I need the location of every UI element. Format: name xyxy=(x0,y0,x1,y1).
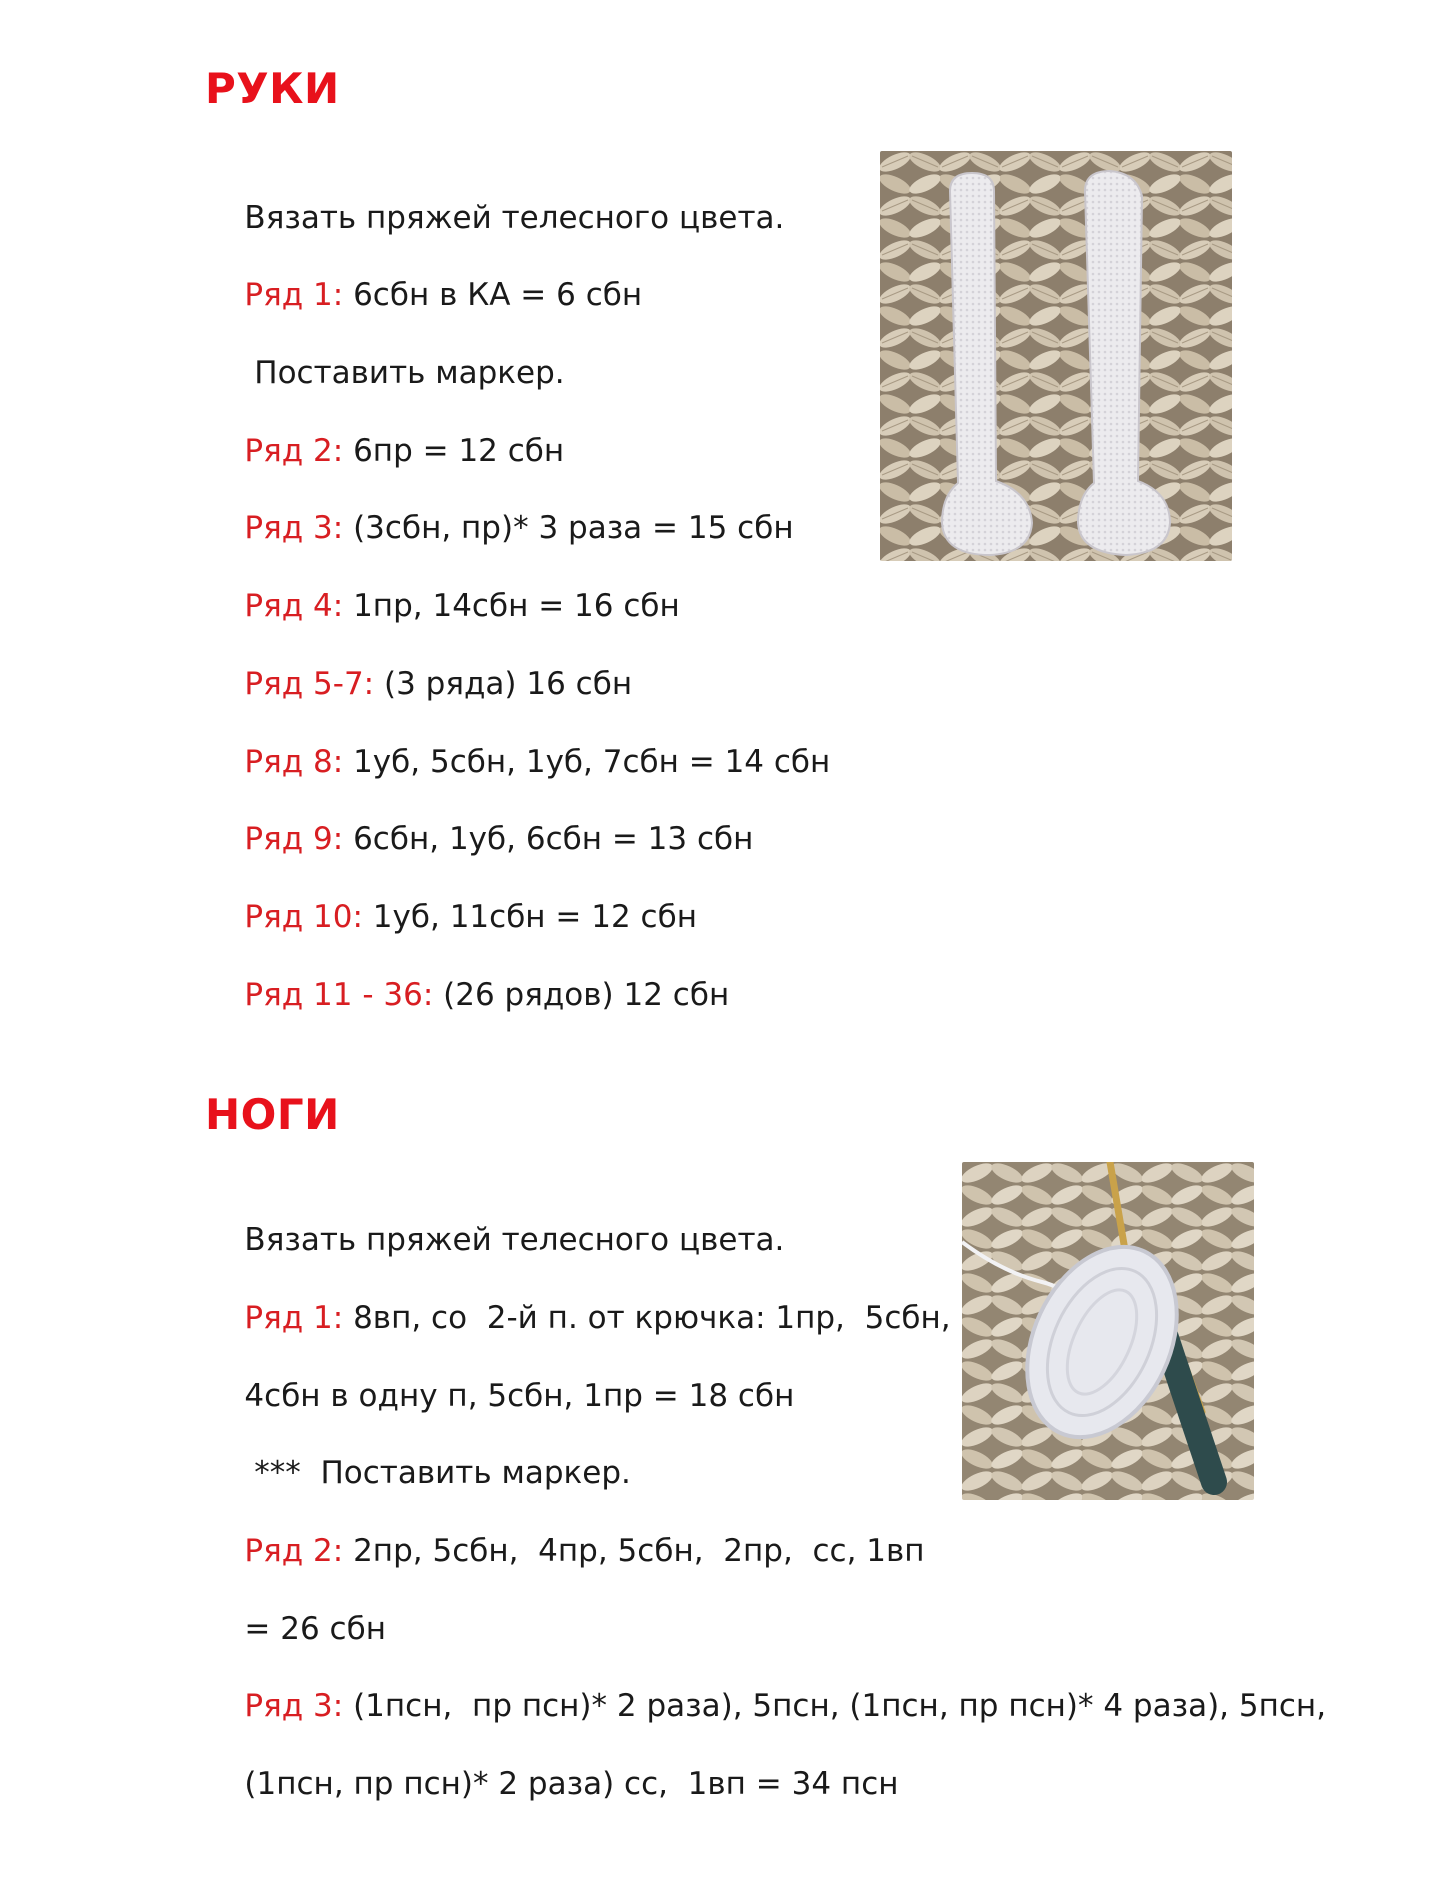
row-text: *** Поставить маркер. xyxy=(244,1455,631,1491)
row-text: 6пр = 12 сбн xyxy=(343,433,565,469)
row-label: Ряд 10: xyxy=(244,899,363,935)
row-text: (3сбн, пр)* 3 раза = 15 сбн xyxy=(343,510,794,546)
row-text: = 26 сбн xyxy=(244,1611,386,1647)
row-text: (3 ряда) 16 сбн xyxy=(374,666,633,702)
row-text: 2пр, 5сбн, 4пр, 5сбн, 2пр, сс, 1вп xyxy=(343,1533,925,1569)
row-label: Ряд 5-7: xyxy=(244,666,375,702)
row-label: Ряд 3: xyxy=(244,1688,344,1724)
row-text: 6сбн, 1уб, 6сбн = 13 сбн xyxy=(343,821,754,857)
row-label: Ряд 11 - 36: xyxy=(244,977,434,1013)
arms-line xyxy=(205,935,729,1055)
row-label: Ряд 2: xyxy=(244,1533,344,1569)
row-text: 8вп, со 2-й п. от крючка: 1пр, 5сбн, xyxy=(343,1300,951,1336)
arms-photo xyxy=(880,151,1232,561)
row-text: (1псн, пр псн)* 2 раза) сс, 1вп = 34 псн xyxy=(244,1766,899,1802)
row-text: 1уб, 5сбн, 1уб, 7сбн = 14 сбн xyxy=(343,744,831,780)
row-label: Ряд 9: xyxy=(244,821,344,857)
row-text: Вязать пряжей телесного цвета. xyxy=(244,1222,785,1258)
arms-heading: РУКИ xyxy=(205,64,340,113)
row-text: (26 рядов) 12 сбн xyxy=(433,977,730,1013)
legs-photo xyxy=(962,1162,1254,1500)
legs-heading: НОГИ xyxy=(205,1090,340,1139)
row-text: Поставить маркер. xyxy=(244,355,565,391)
row-label: Ряд 2: xyxy=(244,433,344,469)
row-text: 1пр, 14сбн = 16 сбн xyxy=(343,588,680,624)
row-text: 1уб, 11сбн = 12 сбн xyxy=(362,899,697,935)
row-text: (1псн, пр псн)* 2 раза), 5псн, (1псн, пр псн)* 4 раза), 5псн, xyxy=(343,1688,1327,1724)
row-label: Ряд 1: xyxy=(244,277,344,313)
row-label: Ряд 8: xyxy=(244,744,344,780)
row-label: Ряд 1: xyxy=(244,1300,344,1336)
row-label: Ряд 4: xyxy=(244,588,344,624)
row-text: 4сбн в одну п, 5сбн, 1пр = 18 сбн xyxy=(244,1378,795,1414)
row-text: Вязать пряжей телесного цвета. xyxy=(244,200,785,236)
row-label: Ряд 3: xyxy=(244,510,344,546)
row-text: 6сбн в КА = 6 сбн xyxy=(343,277,643,313)
legs-line xyxy=(205,1724,899,1844)
